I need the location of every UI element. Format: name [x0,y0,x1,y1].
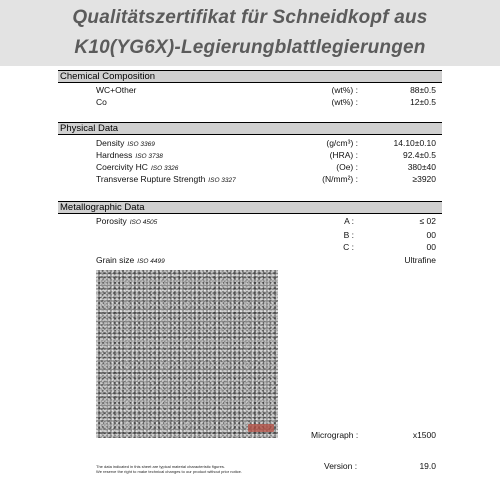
chem-row-co [58,96,442,108]
phys-name: Hardness ISO 3738 [96,150,163,160]
porosity-row-c [58,241,442,253]
phys-row-coercivity [58,161,442,173]
iso-standard: ISO 3326 [150,165,179,172]
version-label: Version : [324,461,358,471]
title-line-2: K10(YG6X)-Legierungblattlegierungen [74,37,426,58]
watermark-logo [248,424,274,432]
chem-name: Co [96,97,107,107]
footnote-1: The data indicated in this sheet are typical material characteristic figures. [96,464,225,469]
title-line-1: Qualitätszertifikat für Schneidkopf aus [72,7,428,28]
phys-name: Transverse Rupture Strength ISO 3327 [96,174,236,184]
micrograph-value: x1500 [412,430,436,440]
porosity-class: A : [344,216,354,226]
phys-row-hardness [58,149,442,161]
phys-value: 14.10±0.10 [393,138,436,148]
porosity-row-b [58,229,442,241]
chem-unit: (wt%) : [331,85,358,95]
section-header-metallographic: Metallographic Data [58,201,442,214]
porosity-row-a [58,215,442,227]
section-header-chemical: Chemical Composition [58,70,442,83]
phys-value: 92.4±0.5 [402,150,436,160]
iso-standard: ISO 4499 [137,258,165,265]
phys-unit: (g/cm³) : [326,138,358,148]
phys-name: Density ISO 3369 [96,138,155,148]
micrograph-label: Micrograph : [311,430,359,440]
chem-unit: (wt%) : [331,97,358,107]
grain-size-row [58,254,442,266]
chem-value: 12±0.5 [410,97,436,107]
porosity-class: B : [343,230,354,240]
chem-value: 88±0.5 [410,85,436,95]
phys-row-trs [58,173,442,185]
iso-standard: ISO 3369 [127,141,155,148]
chem-row-wc [58,84,442,96]
phys-row-density [58,137,442,149]
chem-name: WC+Other [96,85,137,95]
iso-standard: ISO 3327 [208,177,236,184]
phys-value: ≥3920 [412,174,436,184]
footnote-2: We reserve the right to make technical changes to our product without prior notice. [96,469,243,474]
porosity-name: Porosity ISO 4505 [96,216,158,226]
title-banner [0,0,500,66]
grain-size-value: Ultrafine [404,255,436,265]
porosity-value: ≤ 02 [419,216,436,226]
phys-unit: (HRA) : [329,150,358,160]
version-value: 19.0 [419,461,436,471]
micrograph-image [96,270,278,438]
porosity-value: 00 [426,242,436,252]
phys-name: Coercivity HC ISO 3326 [96,162,179,172]
phys-unit: (Oe) : [336,162,358,172]
grain-size-name: Grain size ISO 4499 [96,255,165,265]
certificate-sheet [58,70,442,480]
porosity-class: C : [343,242,354,252]
porosity-value: 00 [426,230,436,240]
section-header-physical: Physical Data [58,122,442,135]
phys-unit: (N/mm²) : [322,174,358,184]
iso-standard: ISO 3738 [135,153,163,160]
phys-value: 380±40 [407,162,436,172]
iso-standard: ISO 4505 [129,219,158,226]
